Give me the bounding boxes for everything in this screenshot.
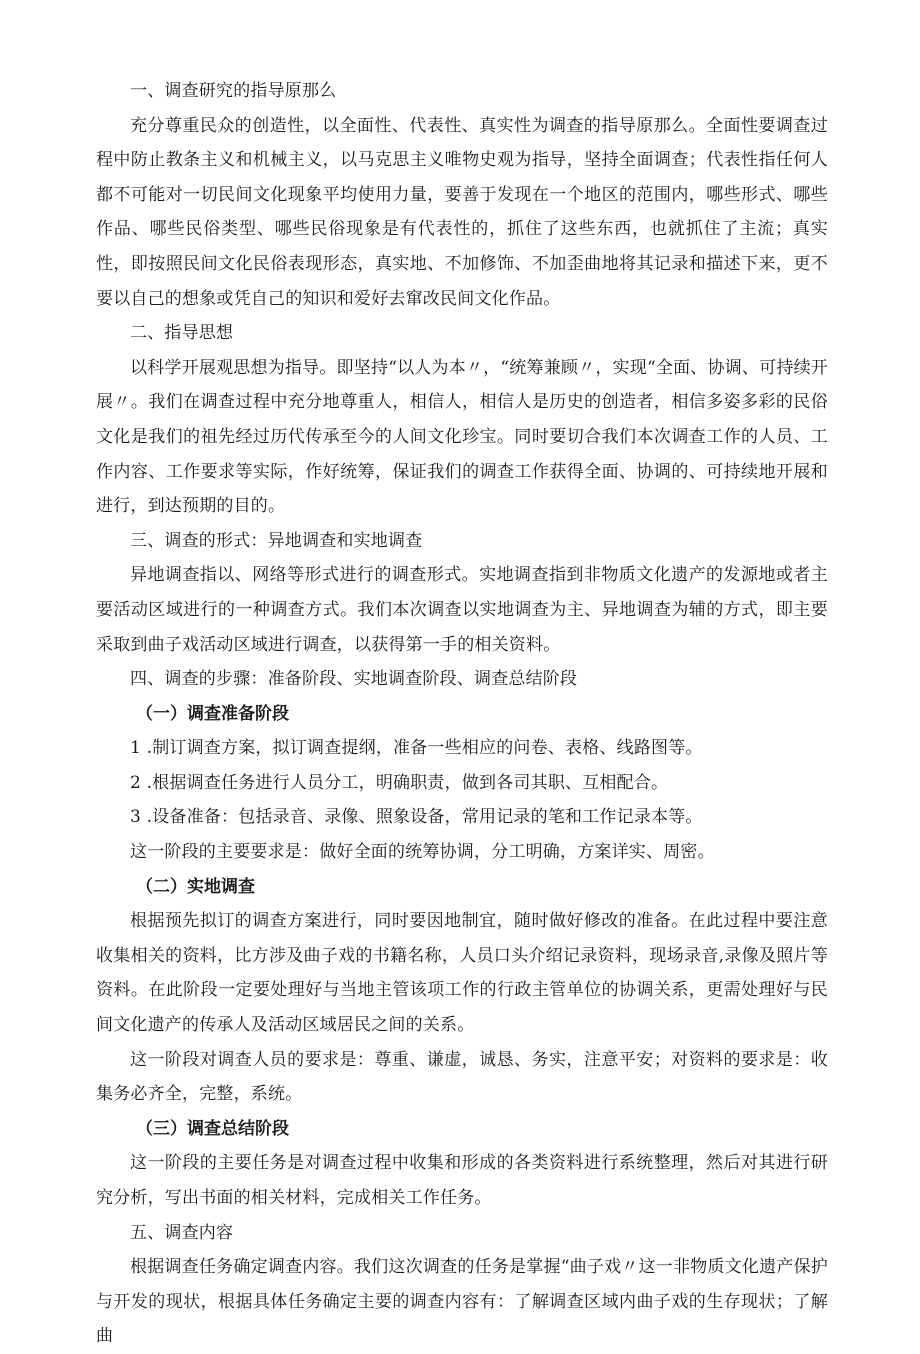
section-2-heading: 二、指导思想 <box>130 323 234 344</box>
section-2-body: 以科学开展观思想为指导。即坚持“以人为本〃，“统筹兼顾〃，实现“全面、协调、可持续开展〃。我们在调查过程中充分地尊重人，相信人，相信人是历史的创造者，相信多姿多彩的民俗文化是我们的祖先经过历代传承至今的人间文化珍宝。同时要切合我们本次调查工作的人员、工作内容、工作要求等实际，作好统筹，保证我们的调查工作获得全面、协调的、可持续地开展和进行，到达预期的目的。 <box>96 357 828 517</box>
stage-1-item-3: 3 .设备准备：包括录音、录像、照象设备，常用记录的笔和工作记录本等。 <box>130 807 703 828</box>
section-5-body: 根据调查任务确定调查内容。我们这次调查的任务是掌握“曲子戏〃这一非物质文化遗产保护与开发的现状，根据具体任务确定主要的调查内容有：了解调查区域内曲子戏的生存现状；了解曲 <box>96 1257 828 1347</box>
stage-1-item-1: 1 .制订调查方案，拟订调查提纲，准备一些相应的问卷、表格、线路图等。 <box>130 738 703 759</box>
stage-1-heading: （一）调查准备阶段 <box>136 703 289 724</box>
stage-1-requirement: 这一阶段的主要要求是：做好全面的统筹协调，分工明确，方案详实、周密。 <box>130 842 715 863</box>
stage-3-heading: （三）调查总结阶段 <box>136 1118 289 1139</box>
section-4-heading: 四、调查的步骤：准备阶段、实地调查阶段、调查总结阶段 <box>130 669 578 690</box>
stage-2-heading: （二）实地调查 <box>136 876 255 897</box>
section-3-body: 异地调查指以、网络等形式进行的调查形式。实地调查指到非物质文化遗产的发源地或者主要活动区域进行的一种调查方式。我们本次调查以实地调查为主、异地调查为辅的方式，即主要采取到曲子戏活动区域进行调查，以获得第一手的相关资料。 <box>96 565 828 655</box>
section-1-body: 充分尊重民众的创造性，以全面性、代表性、真实性为调查的指导原那么。全面性要调查过程中防止教条主义和机械主义，以马克思主义唯物史观为指导，坚持全面调查；代表性指任何人都不可能对一切民间文化现象平均使用力量，要善于发现在一个地区的范围内，哪些形式、哪些作品、哪些民俗类型、哪些民俗现象是有代表性的，抓住了这些东西，也就抓住了主流；真实性，即按照民间文化民俗表现形态，真实地、不加修饰、不加歪曲地将其记录和描述下来，更不要以自己的想象或凭自己的知识和爱好去窜改民间文化作品。 <box>96 115 828 309</box>
section-1-heading: 一、调查研究的指导原那么 <box>130 81 337 101</box>
section-5-heading: 五、调查内容 <box>130 1222 234 1243</box>
stage-2-body: 根据预先拟订的调查方案进行，同时要因地制宜，随时做好修改的准备。在此过程中要注意收集相关的资料，比方涉及曲子戏的书籍名称，人员口头介绍记录资料，现场录音,录像及照片等资料。在此阶段一定要处理好与当地主管该项工作的行政主管单位的协调关系，更需处理好与民间文化遗产的传承人及活动区域居民之间的关系。 <box>96 911 828 1036</box>
stage-2-requirement: 这一阶段对调查人员的要求是：尊重、谦虚，诚恳、务实，注意平安；对资料的要求是：收集务必齐全，完整，系统。 <box>96 1049 828 1105</box>
section-3-heading: 三、调查的形式：异地调查和实地调查 <box>130 530 423 551</box>
stage-3-body: 这一阶段的主要任务是对调查过程中收集和形成的各类资料进行系统整理，然后对其进行研究分析，写出书面的相关材料，完成相关工作任务。 <box>96 1153 828 1208</box>
stage-1-item-2: 2 .根据调查任务进行人员分工，明确职责，做到各司其职、互相配合。 <box>130 772 669 793</box>
